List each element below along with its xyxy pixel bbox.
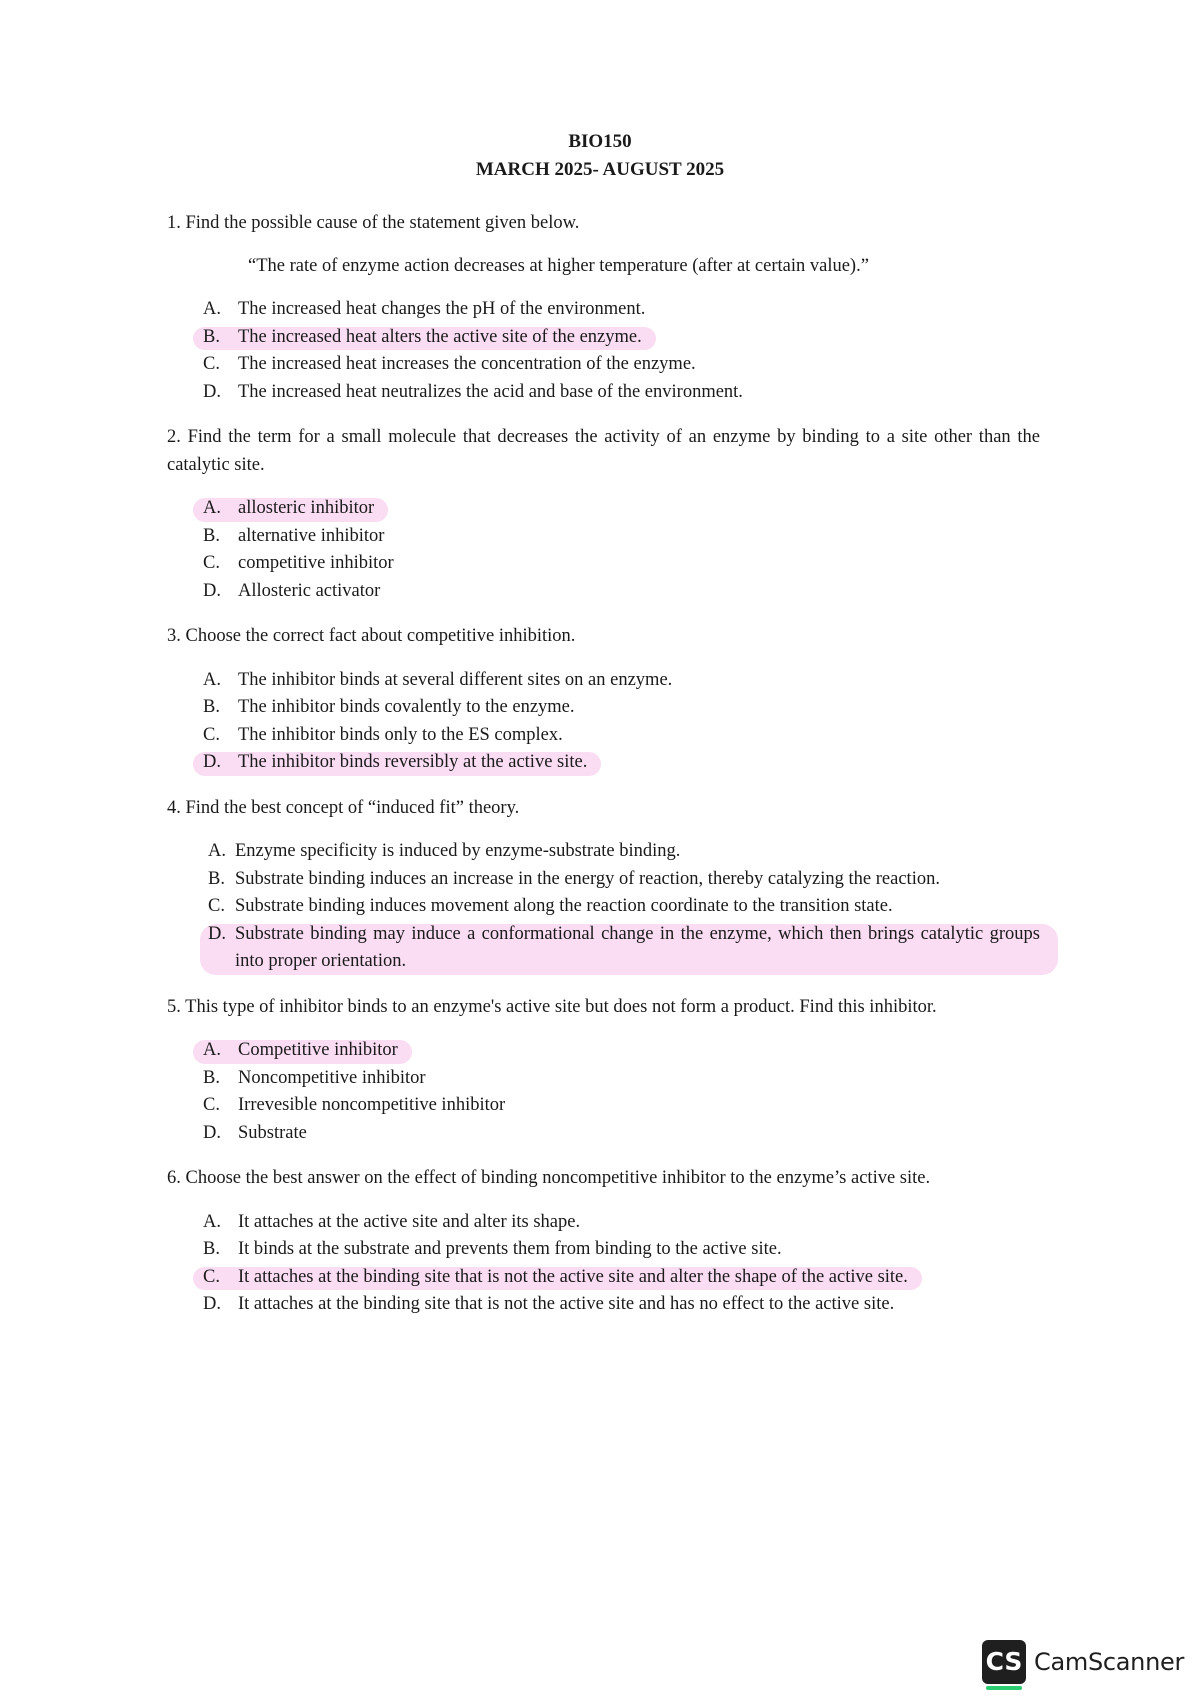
option-d [203, 1291, 894, 1319]
options-list [167, 667, 1040, 777]
option-d [203, 578, 380, 606]
option-letter: B. [208, 868, 225, 889]
options-list [167, 296, 1040, 406]
option-b [208, 866, 940, 894]
option-letter: A. [208, 841, 226, 861]
option-letter: A. [203, 299, 221, 319]
option-c [203, 550, 394, 578]
question-text: Find the best concept of “induced fit” theory. [185, 797, 520, 818]
question-stem [167, 623, 1040, 651]
option-letter: C. [203, 1266, 220, 1287]
question-2 [167, 424, 1040, 605]
option-letter: C. [203, 724, 220, 745]
question-text: Find the possible cause of the statement given below. [185, 213, 580, 233]
option-text: It attaches at the active site and alter its shape. [238, 1211, 581, 1232]
option-b [203, 523, 384, 551]
option-letter: B. [203, 525, 220, 546]
option-c-highlighted [203, 1264, 908, 1292]
option-text: It attaches at the binding site that is not the active site and has no effect to the active site. [238, 1294, 895, 1314]
question-stem [167, 210, 1040, 238]
question-stem [167, 795, 1040, 823]
option-b [203, 694, 575, 722]
option-letter: A. [203, 669, 221, 690]
option-text: Substrate binding may induce a conformational change in the enzyme, which then brings catalytic groups into proper orientation. [235, 923, 1040, 971]
document-header [0, 128, 1200, 184]
question-1 [167, 210, 1040, 406]
option-text: Substrate binding induces movement along the reaction coordinate to the transition state. [235, 896, 893, 916]
option-text: alternative inhibitor [238, 525, 385, 546]
option-text: Enzyme specificity is induced by enzyme-substrate binding. [235, 841, 681, 861]
option-letter: B. [203, 697, 220, 717]
option-text: Irrevesible noncompetitive inhibitor [238, 1095, 506, 1115]
option-text: The inhibitor binds covalently to the enzyme. [238, 697, 575, 717]
option-a [203, 667, 672, 695]
option-letter: A. [203, 1211, 221, 1232]
options-list [167, 1037, 1040, 1147]
question-stem [167, 424, 1040, 479]
option-d-highlighted [208, 921, 1040, 976]
option-d-highlighted [203, 749, 587, 777]
session-title: MARCH 2025- AUGUST 2025 [475, 159, 725, 180]
question-stem [167, 994, 1040, 1022]
options-list [167, 495, 1040, 605]
option-letter: B. [203, 1239, 220, 1259]
question-number: 4. [167, 797, 181, 818]
question-text: Find the term for a small molecule that decreases the activity of an enzyme by binding to a site other than the catalytic site. [167, 427, 1040, 475]
option-letter: D. [208, 923, 226, 944]
question-number: 5. [167, 996, 181, 1017]
option-c [203, 351, 696, 379]
option-b [203, 1236, 782, 1264]
option-text: It attaches at the binding site that is not the active site and alter the shape of the active site. [238, 1266, 908, 1287]
option-letter: D. [203, 381, 221, 402]
quoted-statement: “The rate of enzyme action decreases at higher temperature (after at certain value).” [248, 255, 869, 276]
camscanner-brand: CamScanner [1034, 1648, 1185, 1676]
option-letter: A. [203, 1040, 221, 1060]
option-text: competitive inhibitor [238, 553, 394, 573]
option-a-highlighted [203, 1037, 398, 1065]
question-4 [167, 795, 1040, 976]
option-text: Competitive inhibitor [238, 1040, 398, 1060]
question-5 [167, 994, 1040, 1148]
option-c [208, 893, 893, 921]
option-letter: B. [203, 1067, 220, 1088]
question-stem [167, 1165, 1040, 1193]
option-letter: D. [203, 580, 221, 601]
option-letter: D. [203, 1122, 221, 1143]
option-text: Allosteric activator [238, 580, 381, 601]
question-number: 2. [167, 427, 181, 447]
option-a [203, 296, 645, 324]
question-text: Choose the correct fact about competitive inhibition. [185, 626, 576, 646]
option-text: The increased heat alters the active site of the enzyme. [238, 326, 642, 347]
option-c [203, 722, 563, 750]
option-text: It binds at the substrate and prevents them from binding to the active site. [238, 1239, 782, 1259]
option-text: Substrate [238, 1122, 307, 1143]
option-letter: B. [203, 326, 220, 347]
course-code: BIO150 [568, 131, 632, 152]
question-text: This type of inhibitor binds to an enzyme's active site but does not form a product. Find this inhibitor. [185, 996, 937, 1017]
option-letter: A. [203, 498, 221, 518]
option-letter: C. [203, 553, 220, 573]
question-number: 6. [167, 1168, 181, 1188]
option-text: allosteric inhibitor [238, 498, 375, 518]
question-list [167, 210, 1040, 1337]
option-d [203, 1120, 307, 1148]
camscanner-watermark [982, 1640, 1184, 1684]
option-a [208, 838, 680, 866]
option-text: The inhibitor binds at several different sites on an enzyme. [238, 669, 673, 690]
question-6 [167, 1165, 1040, 1319]
options-list [167, 1209, 1040, 1319]
option-b [203, 1065, 426, 1093]
option-b-highlighted [203, 324, 642, 352]
question-number: 3. [167, 626, 181, 646]
option-letter: C. [203, 354, 220, 374]
option-letter: C. [208, 896, 225, 916]
question-text: Choose the best answer on the effect of binding noncompetitive inhibitor to the enzyme’s active site. [185, 1168, 931, 1188]
option-a [203, 1209, 580, 1237]
option-text: The inhibitor binds only to the ES complex. [238, 724, 563, 745]
question-3 [167, 623, 1040, 777]
option-text: The increased heat neutralizes the acid and base of the environment. [238, 381, 743, 402]
option-text: The inhibitor binds reversibly at the active site. [238, 752, 588, 772]
option-d [203, 379, 743, 407]
camscanner-logo-icon: CS [982, 1640, 1026, 1684]
option-c [203, 1092, 505, 1120]
question-number: 1. [167, 213, 181, 233]
options-list [167, 838, 1040, 976]
option-text: Substrate binding induces an increase in the energy of reaction, thereby catalyzing the reaction. [235, 868, 940, 889]
option-letter: C. [203, 1095, 220, 1115]
option-a-highlighted [203, 495, 374, 523]
option-letter: D. [203, 1294, 221, 1314]
option-text: The increased heat increases the concentration of the enzyme. [238, 354, 696, 374]
option-letter: D. [203, 752, 221, 772]
option-text: The increased heat changes the pH of the environment. [238, 299, 646, 319]
option-text: Noncompetitive inhibitor [238, 1067, 426, 1088]
